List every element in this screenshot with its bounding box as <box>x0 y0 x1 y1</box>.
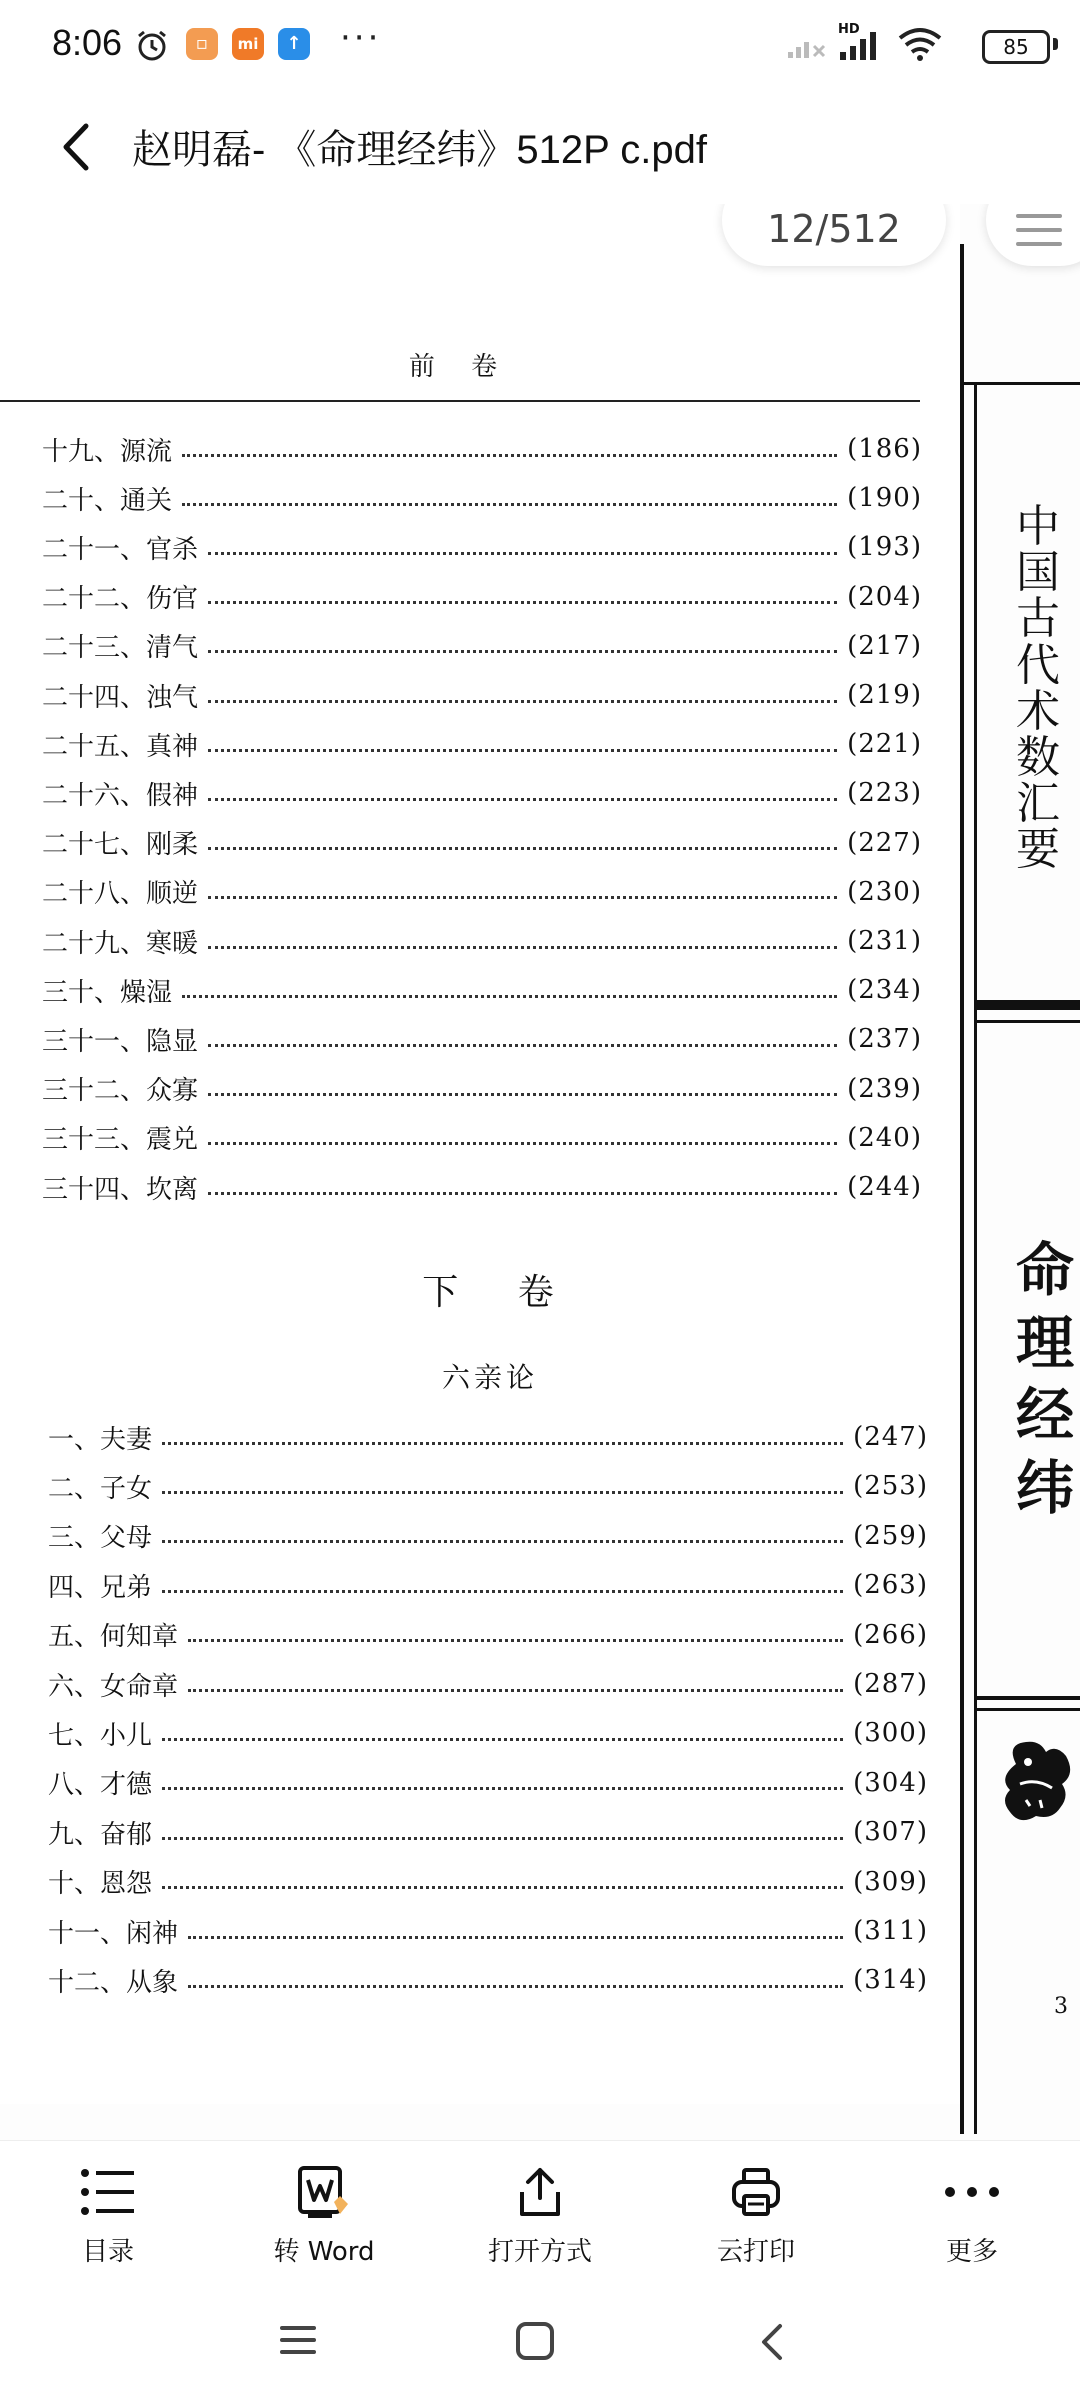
dragon-emblem-icon <box>996 1734 1080 1848</box>
toc-entry-title: 十一、闲神 <box>48 1918 179 1949</box>
list-icon <box>18 2161 198 2223</box>
toc-entry-title: 三十一、隐显 <box>42 1026 199 1057</box>
toc-entry-page: (263) <box>853 1570 928 1601</box>
toc-leader-dots <box>208 552 837 555</box>
toc-entry-title: 三十、燥湿 <box>42 977 173 1008</box>
back-arrow-icon <box>48 112 108 182</box>
cover-title-char: 纬 <box>1016 1453 1075 1522</box>
toc-entry-title: 八、才德 <box>48 1770 153 1801</box>
toc-entry <box>42 528 922 566</box>
toolbar-label: 转 Word <box>273 2237 375 2267</box>
toc-entry-title: 十九、源流 <box>42 436 173 467</box>
toc-entry-title: 五、何知章 <box>48 1622 179 1653</box>
toc-entry <box>48 1912 928 1950</box>
mi-app-icon: mi <box>232 28 264 60</box>
toc-entry-title: 四、兄弟 <box>48 1572 153 1603</box>
toc-entry <box>42 479 922 517</box>
status-more-dots: ··· <box>340 18 382 58</box>
toc-entry-page: (266) <box>853 1619 928 1650</box>
cover-page-number: 3 <box>1054 1994 1068 2019</box>
toc-entry <box>42 774 922 812</box>
toc-leader-dots <box>208 749 837 752</box>
status-bar <box>0 0 1080 92</box>
toc-entry <box>42 1020 922 1058</box>
toc-leader-dots <box>208 847 837 850</box>
toc-entry <box>48 1665 928 1703</box>
toc-entry <box>48 1467 928 1505</box>
toolbar-to-word-button[interactable] <box>234 2161 414 2281</box>
cover-rule-2 <box>974 1000 1080 1010</box>
toc-entry-page: (253) <box>853 1471 928 1502</box>
sub-heading: 六亲论 <box>441 1361 538 1394</box>
status-time: 8:06 <box>52 22 123 63</box>
back-button[interactable] <box>48 112 108 182</box>
wifi-icon <box>896 26 944 66</box>
toc-entry-title: 三十三、震兑 <box>42 1125 199 1156</box>
system-nav-bar <box>0 2290 1080 2400</box>
toc-entry-title: 一、夫妻 <box>48 1424 153 1455</box>
toolbar-contents-button[interactable] <box>18 2161 198 2281</box>
toc-entry <box>48 1813 928 1851</box>
toc-entry-page: (240) <box>847 1122 922 1153</box>
nav-back-button[interactable] <box>750 2320 810 2370</box>
toc-entry-page: (231) <box>847 926 922 956</box>
toc-entry <box>42 1070 922 1108</box>
toc-entry-page: (227) <box>847 827 922 858</box>
toc-leader-dots <box>208 1044 837 1047</box>
toc-leader-dots <box>182 503 837 506</box>
toc-entry-page: (193) <box>847 532 922 563</box>
pdf-page <box>0 204 960 2104</box>
toc-leader-dots <box>162 1837 843 1840</box>
toc-entry-page: (311) <box>853 1916 928 1946</box>
toc-entry-page: (247) <box>853 1422 928 1452</box>
toc-entry-title: 三十四、坎离 <box>42 1174 199 1205</box>
toc-entry-title: 二十四、浊气 <box>42 682 199 713</box>
toc-entry <box>42 725 922 763</box>
cover-rule-4 <box>974 1696 1080 1700</box>
signal-hd-icon <box>838 22 884 66</box>
toc-leader-dots <box>182 995 837 998</box>
toc-entry <box>48 1714 928 1752</box>
hd-label: HD <box>838 22 860 37</box>
volume-heading: 下 卷 <box>422 1272 578 1313</box>
toc-entry <box>42 676 922 714</box>
battery-tip <box>1053 38 1058 50</box>
toolbar-more-button[interactable] <box>882 2161 1062 2281</box>
cover-title-char: 汇 <box>1016 778 1060 830</box>
toc-leader-dots <box>208 896 837 899</box>
page-indicator[interactable]: 12/512 <box>722 204 946 266</box>
nav-back-icon <box>750 2320 800 2364</box>
section-heading-front: 前 卷 <box>408 352 512 382</box>
toc-entry <box>48 1418 928 1456</box>
cover-border-inner <box>974 384 977 2134</box>
toc-entry-page: (221) <box>847 729 922 760</box>
toolbar-label: 云打印 <box>716 2237 795 2267</box>
toolbar-label: 目录 <box>81 2237 134 2267</box>
toc-entry-title: 二十、通关 <box>42 485 173 516</box>
series-title-vertical <box>1016 501 1060 876</box>
toc-entry-title: 二十九、寒暖 <box>42 928 199 959</box>
cover-title-char: 理 <box>1016 1308 1075 1377</box>
cover-title-char: 古 <box>1016 593 1060 645</box>
cover-title-char: 代 <box>1016 639 1060 691</box>
toc-entry-title: 二十六、假神 <box>42 780 199 811</box>
more-icon <box>882 2161 1062 2223</box>
title-bar <box>0 92 1080 204</box>
toc-entry-title: 三、父母 <box>48 1523 153 1554</box>
toc-leader-dots <box>162 1540 843 1543</box>
toc-entry <box>42 1168 922 1206</box>
toc-leader-dots <box>162 1787 843 1790</box>
toc-entry-page: (219) <box>847 680 922 710</box>
toc-entry-title: 二十八、顺逆 <box>42 879 199 910</box>
printer-icon <box>666 2161 846 2223</box>
toc-entry-title: 九、奋郁 <box>48 1819 153 1850</box>
toc-entry <box>42 873 922 911</box>
toc-entry <box>42 627 922 665</box>
toc-leader-dots <box>208 1142 837 1145</box>
bottom-toolbar <box>0 2140 1080 2291</box>
toc-entry-title: 二十七、刚柔 <box>42 830 199 861</box>
toc-entry-title: 二十三、清气 <box>42 633 199 664</box>
signal-no-sim-icon <box>786 32 828 64</box>
toc-entry-page: (244) <box>847 1172 922 1202</box>
toc-entry <box>48 1764 928 1802</box>
toc-entry <box>48 1566 928 1604</box>
toc-entry-title: 十、恩怨 <box>48 1869 153 1900</box>
alarm-icon <box>134 28 170 68</box>
toc-leader-dots <box>162 1590 843 1593</box>
toc-entry-page: (217) <box>847 630 922 661</box>
nav-menu-button[interactable] <box>274 2320 334 2370</box>
outline-menu-button[interactable] <box>986 204 1080 266</box>
toc-leader-dots <box>208 946 837 949</box>
toc-entry-title: 十二、从象 <box>48 1967 179 1998</box>
toc-leader-dots <box>188 1936 843 1939</box>
cover-title-char: 命 <box>1016 1236 1075 1304</box>
toc-entry-page: (223) <box>847 778 922 809</box>
toc-entry-page: (237) <box>847 1024 922 1055</box>
toolbar-label: 更多 <box>945 2237 998 2267</box>
toc-entry-title: 二十五、真神 <box>42 731 199 762</box>
toc-entry <box>42 430 922 468</box>
cover-title-char: 术 <box>1016 685 1060 737</box>
toc-entry <box>48 1961 928 1999</box>
toc-entry-title: 二十二、伤官 <box>42 584 199 615</box>
toc-entry-page: (307) <box>853 1817 928 1848</box>
toc-entry-title: 六、女命章 <box>48 1671 179 1702</box>
cover-title-char: 中 <box>1016 501 1060 552</box>
cover-border-left <box>960 244 964 2134</box>
toc-entry-page: (304) <box>853 1767 928 1798</box>
toc-leader-dots <box>208 601 837 604</box>
toc-entry-page: (287) <box>853 1669 928 1699</box>
toc-leader-dots <box>162 1442 843 1445</box>
cover-rule-1 <box>964 382 1080 385</box>
cover-rule-3 <box>974 1020 1080 1023</box>
nav-home-button[interactable] <box>512 2320 572 2370</box>
toc-entry <box>42 922 922 960</box>
battery-indicator: 85 <box>982 30 1050 64</box>
toc-entry-page: (300) <box>853 1718 928 1749</box>
toolbar-label: 打开方式 <box>487 2237 592 2267</box>
cover-rule-5 <box>974 1708 1080 1711</box>
toc-entry-page: (234) <box>847 975 922 1006</box>
word-convert-icon <box>234 2161 414 2223</box>
toc-leader-dots <box>208 798 837 801</box>
toc-entry <box>42 1119 922 1157</box>
toc-entry-title: 二十一、官杀 <box>42 534 199 565</box>
toc-leader-dots <box>182 454 837 457</box>
toc-entry <box>42 971 922 1009</box>
toc-entry-page: (239) <box>847 1073 922 1104</box>
share-icon <box>450 2161 630 2223</box>
cover-title-char: 要 <box>1016 824 1060 876</box>
toc-leader-dots <box>208 700 837 703</box>
toc-entry <box>42 578 922 616</box>
toc-entry-page: (186) <box>847 434 922 464</box>
toc-leader-dots <box>208 650 837 653</box>
cover-title-char: 国 <box>1016 547 1060 599</box>
heading-rule <box>0 400 920 402</box>
toc-entry <box>48 1517 928 1555</box>
nav-menu-icon <box>274 2320 324 2360</box>
upload-app-icon: ↑ <box>278 28 310 60</box>
toc-entry-page: (230) <box>847 876 922 907</box>
toc-leader-dots <box>188 1639 843 1642</box>
toc-leader-dots <box>162 1491 843 1494</box>
menu-lines-icon <box>1016 214 1062 256</box>
toc-entry <box>42 824 922 862</box>
cover-title-char: 经 <box>1016 1381 1075 1449</box>
toc-entry <box>48 1616 928 1654</box>
document-title: 赵明磊- 《命理经纬》512P c.pdf <box>132 128 707 172</box>
toc-leader-dots <box>208 1093 837 1096</box>
nav-home-icon <box>512 2320 562 2364</box>
toc-entry-title: 七、小儿 <box>48 1720 153 1751</box>
book-title-vertical <box>1016 1234 1074 1524</box>
toc-leader-dots <box>208 1192 837 1195</box>
toc-entry-page: (259) <box>853 1520 928 1551</box>
toolbar-cloud-print-button[interactable] <box>666 2161 846 2281</box>
toolbar-open-with-button[interactable] <box>450 2161 630 2281</box>
toc-leader-dots <box>162 1738 843 1741</box>
toc-entry-title: 二、子女 <box>48 1473 153 1504</box>
toc-entry-page: (204) <box>847 581 922 612</box>
toc-entry-page: (190) <box>847 483 922 514</box>
toc-entry <box>48 1863 928 1901</box>
toc-entry-page: (314) <box>853 1965 928 1996</box>
toc-leader-dots <box>188 1985 843 1988</box>
toc-leader-dots <box>162 1886 843 1889</box>
pdf-viewport[interactable] <box>0 204 1080 2140</box>
toc-entry-title: 三十二、众寡 <box>42 1076 199 1107</box>
toc-leader-dots <box>188 1689 843 1692</box>
shopping-app-icon: ▫ <box>186 28 218 60</box>
toc-entry-page: (309) <box>853 1866 928 1897</box>
cover-title-char: 数 <box>1016 731 1060 783</box>
